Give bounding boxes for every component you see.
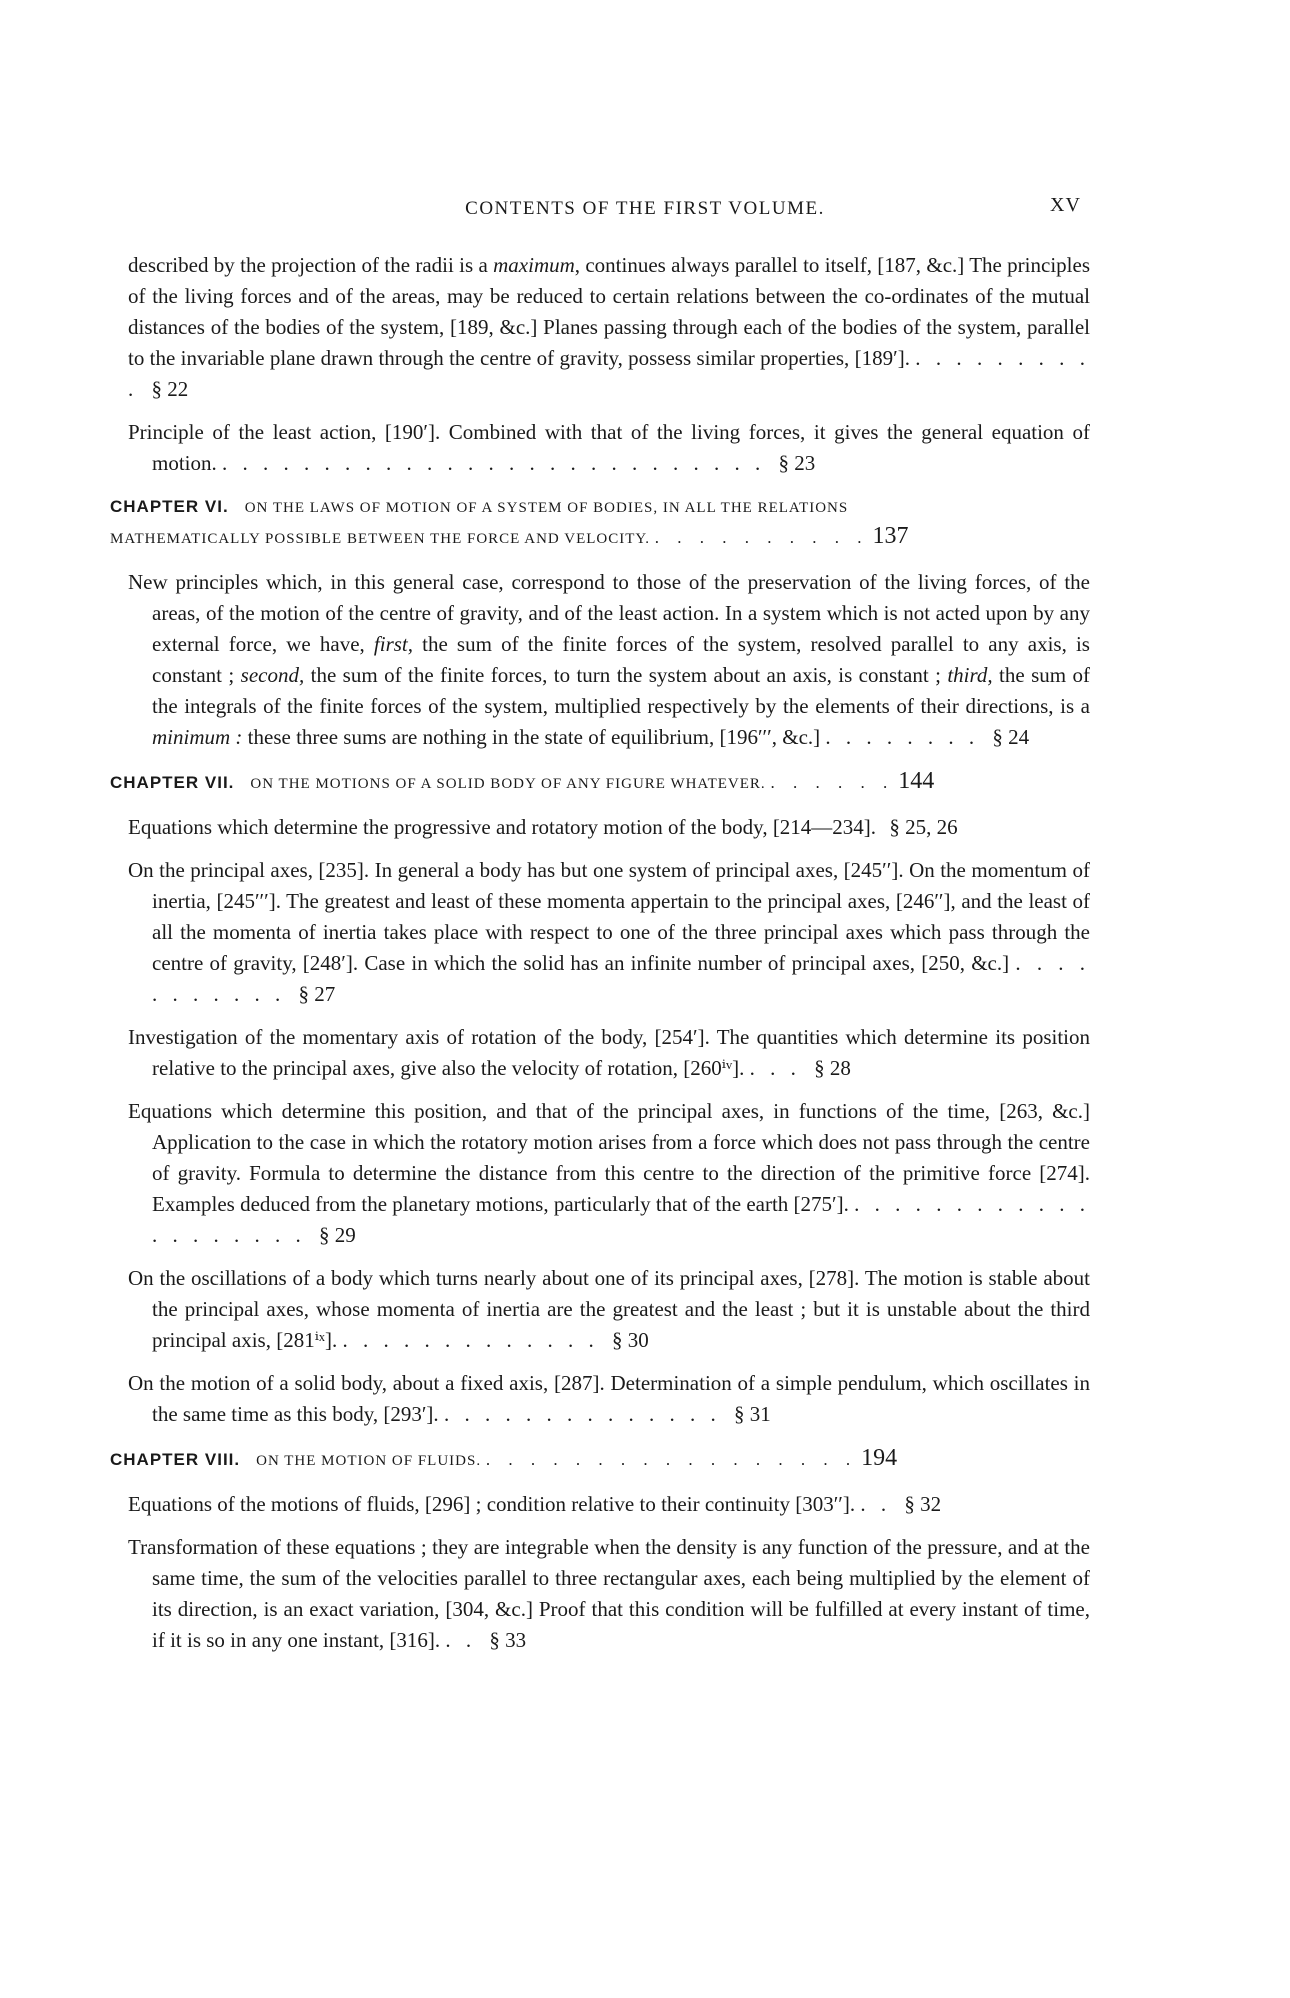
chapter-heading-line [110, 522, 1110, 553]
dot-leader: . . . . . . . . . . . . . . [443, 1402, 721, 1426]
chapter-page-number: 144 [898, 768, 935, 794]
chapter-heading [110, 767, 1110, 798]
entry-text: Equations which determine the progressive and rotatory motion of the body, [214—234]. [128, 815, 877, 839]
section-reference: § 29 [319, 1223, 356, 1247]
entry-text: On the motion of a solid body, about a fixed axis, [287]. Determination of a simple pendulum, which oscillates in the same time as this body, [293′]. [128, 1371, 1090, 1426]
dot-leader: . . . . . . . . . . . [152, 951, 1090, 1006]
entry-text: Equations which determine this position, and that of the principal axes, in functions of the time, [263, &c.] Application to the case in which the rotatory motion arises from a force which does not pass through the centre of gravity. Formula to determine the distance from this centre to the direction of the primitive force [274]. Examples deduced from the planetary motions, particularly that of the earth [275′]. [128, 1099, 1090, 1216]
section-reference: § 30 [612, 1328, 649, 1352]
chapter-heading [110, 1444, 1110, 1475]
dot-leader: . . . . . . . . [825, 725, 980, 749]
contents-entry [128, 1263, 1090, 1356]
section-reference: § 28 [814, 1056, 851, 1080]
section-reference: § 32 [904, 1492, 942, 1516]
section-reference: § 27 [298, 982, 336, 1006]
contents-list [0, 250, 1290, 1668]
dot-leader: . . . . . . . . . . . . . . . . . . . . [152, 1192, 1091, 1247]
italic-term: minimum : [152, 725, 243, 749]
dot-leader: . . . . . . . . . . [654, 528, 869, 547]
entry-text: the sum of the finite forces of the system, resolved parallel to any axis, is constant ; [152, 632, 1090, 687]
contents-entry [128, 567, 1090, 753]
entry-text: Equations of the motions of fluids, [296] ; condition relative to their continuity [303′′]. [128, 1492, 856, 1516]
italic-term: maximum [493, 253, 575, 277]
chapter-heading [110, 493, 1110, 553]
entry-text: New principles which, in this general case, correspond to those of the preservation of the living forces, of the areas, of the motion of the centre of gravity, and of the least action. In a system which is not acted upon by any external force, we have, [128, 570, 1090, 656]
dot-leader: . . [445, 1628, 477, 1652]
section-reference: § 23 [778, 451, 816, 475]
contents-entry [128, 1368, 1090, 1430]
italic-term: first, [373, 632, 414, 656]
chapter-title: ON THE MOTION OF FLUIDS. [256, 1453, 482, 1469]
dot-leader: . . . . . . . . . . . . . . . . . . . . . . . . . . . [222, 451, 766, 475]
chapter-heading-line [110, 1444, 1110, 1475]
section-reference: § 33 [489, 1628, 527, 1652]
running-title: CONTENTS OF THE FIRST VOLUME. [465, 198, 825, 219]
contents-entry [128, 855, 1090, 1010]
entry-text: these three sums are nothing in the state of equilibrium, [196′′′, &c.] [242, 725, 821, 749]
chapter-title-continued: MATHEMATICALLY POSSIBLE BETWEEN THE FORCE AND VELOCITY. [110, 531, 651, 547]
entry-text: the sum of the integrals of the finite forces of the system, multiplied respectively by the elements of their directions, is a [152, 663, 1090, 718]
entry-text: , continues always parallel to itself, [187, &c.] The principles of the living forces and of the areas, may be reduced to certain relations between the co-ordinates of the mutual distances of the bodies of the system, [189, &c.] Planes passing through each of the bodies of the system, parallel to the invariable plane drawn through the centre of gravity, possess similar properties, [189′]. [128, 253, 1090, 370]
dot-leader: . . . [749, 1056, 801, 1080]
chapter-number: CHAPTER VII. [110, 773, 235, 792]
entry-text: On the principal axes, [235]. In general a body has but one system of principal axes, [245′′]. On the momentum of inertia, [245′′′]. The greatest and least of these momenta appertain to the principal axes, [246′′], and the least of all the momenta of inertia takes place with respect to one of the three principal axes which pass through the centre of gravity, [248′]. Case in which the solid has an infinite number of principal axes, [250, &c.] [128, 858, 1090, 975]
contents-entry [128, 812, 1090, 843]
dot-leader: . . [860, 1492, 892, 1516]
section-reference: § 22 [151, 377, 189, 401]
entry-text: the sum of the finite forces, to turn the system about an axis, is constant ; [304, 663, 948, 687]
entry-text: described by the projection of the radii is a [128, 253, 494, 277]
contents-entry [128, 1489, 1090, 1520]
dot-leader: . . . . . . [770, 773, 895, 792]
contents-entry [128, 1096, 1090, 1251]
chapter-heading-line [110, 767, 1110, 798]
dot-leader: . . . . . . . . . . . . . [342, 1328, 599, 1352]
entry-text: Investigation of the momentary axis of rotation of the body, [254′]. The quantities which determine its position relative to the principal axes, give also the velocity of rotation, [260ⁱᵛ]. [128, 1025, 1090, 1080]
chapter-title: ON THE MOTIONS OF A SOLID BODY OF ANY FIGURE WHATEVER. [250, 776, 766, 792]
dot-leader: . . . . . . . . . . . . . . . . . [485, 1450, 858, 1469]
section-reference: § 24 [992, 725, 1030, 749]
dot-leader: . . . . . . . . . . [128, 346, 1090, 401]
entry-text: Transformation of these equations ; they are integrable when the density is any function of the pressure, and at the same time, the sum of the velocities parallel to three rectangular axes, each being multiplied by the element of its direction, is an exact variation, [304, &c.] Proof that this condition will be fulfilled at every instant of time, if it is so in any one instant, [316]. [128, 1535, 1090, 1652]
chapter-number: CHAPTER VIII. [110, 1450, 241, 1469]
chapter-page-number: 137 [872, 523, 909, 549]
chapter-title: ON THE LAWS OF MOTION OF A SYSTEM OF BODIES, IN ALL THE RELATIONS [244, 500, 849, 516]
italic-term: second, [240, 663, 305, 687]
section-reference: § 25, 26 [889, 815, 958, 839]
chapter-page-number: 194 [861, 1445, 898, 1471]
chapter-number: CHAPTER VI. [110, 497, 229, 516]
page-number: XV [1050, 194, 1081, 216]
contents-entry [128, 250, 1090, 405]
section-reference: § 31 [733, 1402, 771, 1426]
entry-text: Principle of the least action, [190′]. Combined with that of the living forces, it gives the general equation of motion. [128, 420, 1090, 475]
contents-entry [128, 417, 1090, 479]
contents-entry [128, 1022, 1090, 1084]
entry-text: On the oscillations of a body which turns nearly about one of its principal axes, [278]. The motion is stable about the principal axes, whose momenta of inertia are the greatest and the least ; but it is unstable about the third principal axis, [281ⁱˣ]. [128, 1266, 1090, 1352]
contents-entry [128, 1532, 1090, 1656]
italic-term: third, [947, 663, 993, 687]
chapter-heading-line [110, 493, 1110, 522]
